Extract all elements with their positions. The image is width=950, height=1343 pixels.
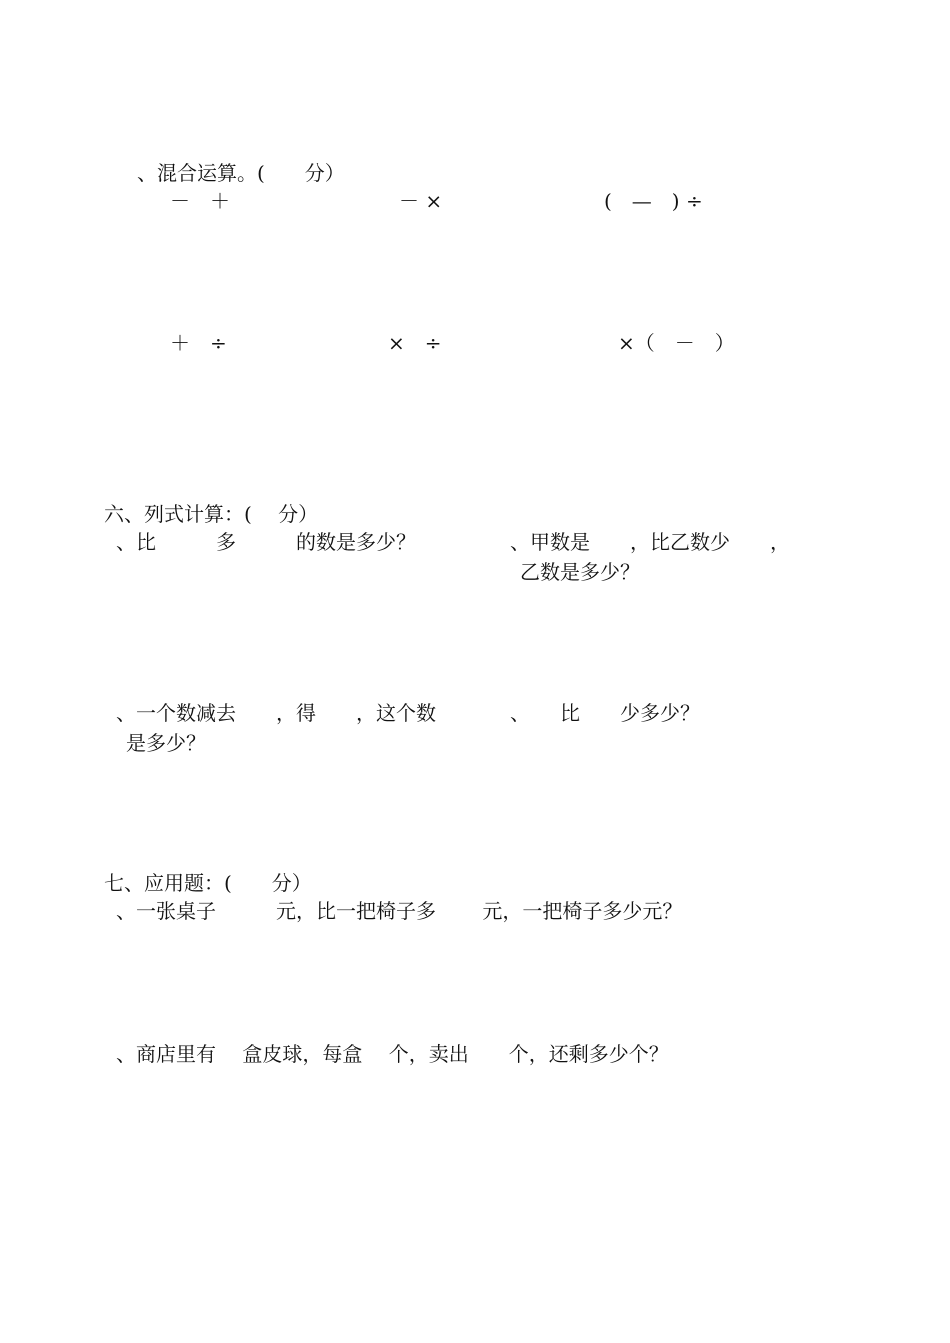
section-5-heading: 、混合运算。( 分） [137, 161, 345, 185]
question-7-1: 、一张桌子 元，比一把椅子多 元，一把椅子多少元？ [116, 899, 683, 923]
question-7-2: 、商店里有 盒皮球，每盒 个，卖出 个，还剩多少个？ [116, 1042, 669, 1066]
expression-2: － × [399, 189, 443, 213]
expression-6: ×（ － ） [618, 331, 735, 355]
question-6-3-line-2: 是多少？ [126, 731, 206, 755]
section-7-heading: 七、应用题：( 分） [104, 871, 312, 895]
expression-3: ( — ) ÷ [604, 189, 703, 213]
expression-1: － ＋ [170, 189, 230, 213]
question-6-2-line-1: 、甲数是 ，比乙数少 ， [510, 530, 790, 554]
question-6-2-line-2: 乙数是多少？ [520, 560, 640, 584]
expression-5: × ÷ [388, 331, 442, 355]
question-6-1: 、比 多 的数是多少？ [116, 530, 416, 554]
expression-4: ＋ ÷ [170, 331, 227, 355]
question-6-4: 、 比 少多少？ [510, 701, 700, 725]
question-6-3-line-1: 、一个数减去 ，得 ，这个数 [116, 701, 436, 725]
section-6-heading: 六、列式计算：( 分） [104, 502, 319, 526]
